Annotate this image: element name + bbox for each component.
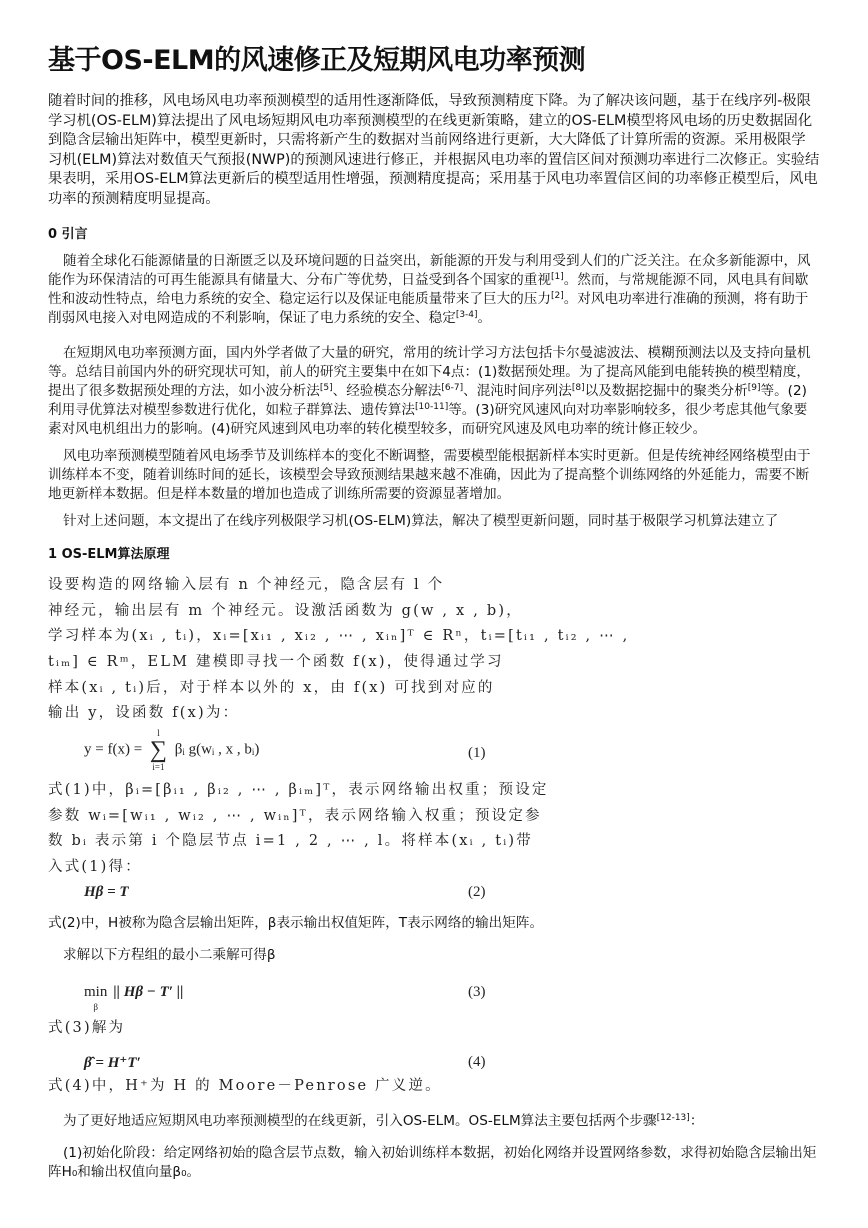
summation-symbol: l ∑ i=1 [149, 728, 168, 772]
text-line: 输出 y，设函数 f(x)为： [48, 705, 240, 722]
citation: [2] [550, 291, 564, 301]
section-1-heading: 1 OS-ELM算法原理 [48, 547, 170, 562]
intro-paragraph-4: 针对上述问题，本文提出了在线序列极限学习机(OS-ELM)算法，解决了模型更新问题，同时基于极限学习机算法建立了 [63, 513, 779, 529]
abstract: 随着时间的推移，风电场风电功率预测模型的适用性逐渐降低，导致预测精度下降。为了解决该问题，基于在线序列-极限学习机(OS-ELM)算法提出了风电场短期风电功率预测模型的在线更新策略，建立的OS-ELM模型将风电场的历史数据固化到隐含层输出矩阵中，模型更新时，只需将新产生的数据对当前网络进行更新，大大降低了计算所需的资源。采用极限学习机(ELM)算法对数值天气预报(NWP)的预测风速进行修正，并根据风电功率的置信区间对预测功率进行二次修正。实验结果表明，采用OS-ELM算法更新后的模型适用性增强，预测精度提高；采用基于风电功率置信区间的功率修正模型后，风电功率的预测精度明显提高。 [48, 93, 820, 207]
text-line: 神经元，输出层有 m 个神经元。设激活函数为 g(w , x , b)， [48, 602, 523, 619]
paper-title: 基于OS-ELM的风速修正及短期风电功率预测 [48, 45, 586, 76]
equation-2: Hβ = T [84, 884, 129, 900]
intro-paragraph-3: 风电功率预测模型随着风电场季节及训练样本的变化不断调整，需要模型能根据新样本实时更新。但是传统神经网络模型由于训练样本不变，随着训练时间的延长，该模型会导致预测结果越来越不准确，因此为了提高整个训练网络的外延能力，需要不断地更新样本数据。但是样本数量的增加也造成了训练所需要的资源显著增加。 [48, 448, 811, 502]
text-line: 入式(1)得： [48, 859, 142, 876]
citation: [10-11] [415, 402, 449, 412]
citation: [3-4] [455, 310, 478, 320]
citation: [1] [550, 272, 564, 282]
equation-2-explanation: 式(2)中，H被称为隐含层输出矩阵，β表示输出权值矩阵，T表示网络的输出矩阵。 [48, 915, 544, 931]
equation-1-number: (1) [468, 745, 486, 761]
init-step-paragraph: (1)初始化阶段：给定网络初始的隐含层节点数，输入初始训练样本数据，初始化网络并设置网络参数，求得初始隐含层输出矩阵H₀和输出权值向量β₀。 [48, 1145, 817, 1180]
equation-lhs: y = f(x) = [84, 741, 143, 758]
text-line: 式(1)中，βᵢ=[βᵢ₁ , βᵢ₂ , ⋯ , βᵢₘ]ᵀ，表示网络输出权重；预设定 [48, 782, 549, 798]
citation: [8] [571, 383, 585, 393]
text-line: 学习样本为(xᵢ , tᵢ)，xᵢ=[xᵢ₁ , xᵢ₂ , ⋯ , xᵢₙ]ᵀ ∈ Rⁿ，tᵢ=[tᵢ₁ , tᵢ₂ , ⋯ , [48, 628, 630, 645]
equation-rhs: βᵢ g(wᵢ , x , bᵢ) [174, 741, 260, 758]
equation-4: β̂ = H⁺T′ [84, 1055, 141, 1071]
intro-paragraph-2: 在短期风电功率预测方面，国内外学者做了大量的研究，常用的统计学习方法包括卡尔曼滤波法、模糊预测法以及支持向量机等。总结目前国内外的研究现状可知，前人的研究主要集中在如下4点：(1)数据预处理。为了提高风能到电能转换的模型精度，提出了很多数据预处理的方法，如小波分析法[5]、经验模态分解法[6-7]、混沌时间序列法[8]以及数据挖掘中的聚类分析[9]等。(2)利用寻优算法对模型参数进行优化，如粒子群算法、遗传算法[10-11]等。(3)研究风速风向对功率影响较多，很少考虑其他气象要素对风电机组出力的影响。(4)研究风速到风电功率的转化模型较多，而研究风速及风电功率的统计修正较少。 [48, 345, 811, 437]
scanned-text-block-2 [48, 778, 549, 881]
text-line: 样本(xᵢ , tᵢ)后，对于样本以外的 x，由 f(x) 可找到对应的 [48, 679, 495, 696]
intro-paragraph-1: 随着全球化石能源储量的日渐匮乏以及环境问题的日益突出，新能源的开发与利用受到人们的广泛关注。在众多新能源中，风能作为环保清洁的可再生能源具有储量大、分布广等优势，日益受到各个国家的重视[1]。然而，与常规能源不同，风电具有间歇性和波动性特点，给电力系统的安全、稳定运行以及保证电能质量带来了巨大的压力[2]。对风电功率进行准确的预测，将有助于削弱风电接入对电网造成的不利影响，保证了电力系统的安全、稳定[3-4]。 [48, 253, 811, 326]
equation-4-number: (4) [468, 1054, 486, 1070]
least-squares-line: 求解以下方程组的最小二乘解可得β [63, 947, 276, 963]
citation: [12-13] [656, 1113, 690, 1123]
citation: [9] [747, 383, 761, 393]
equation-4-explanation: 式(4)中，H⁺为 H 的 Moore－Penrose 广义逆。 [48, 1078, 442, 1094]
text-line: 参数 wᵢ=[wᵢ₁ , wᵢ₂ , ⋯ , wᵢₙ]ᵀ，表示网络输入权重；预设定参 [48, 807, 542, 824]
equation-2-number: (2) [468, 884, 486, 900]
scanned-text-block-1 [48, 573, 629, 727]
oselm-intro-line: 为了更好地适应短期风电功率预测模型的在线更新，引入OS-ELM。OS-ELM算法主要包括两个步骤[12-13]： [63, 1113, 704, 1129]
citation: [5] [319, 383, 333, 393]
section-0-heading: 0 引言 [48, 227, 88, 242]
equation-3-number: (3) [468, 984, 486, 1000]
equation-3-solution-note: 式(3)解为 [48, 1020, 126, 1036]
text-line: tᵢₘ] ∈ Rᵐ，ELM 建模即寻找一个函数 f(x)，使得通过学习 [48, 654, 504, 671]
text-line: 数 bᵢ 表示第 i 个隐层节点 i=1 , 2 , ⋯ , l。将样本(xᵢ , tᵢ)带 [48, 833, 533, 850]
equation-1 [84, 728, 259, 772]
citation: [6-7] [441, 383, 464, 393]
min-operator: min β [84, 984, 108, 1012]
equation-3: min β || Hβ − T′ || [84, 984, 184, 1012]
text-line: 设要构造的网络输入层有 n 个神经元，隐含层有 l 个 [48, 577, 445, 593]
